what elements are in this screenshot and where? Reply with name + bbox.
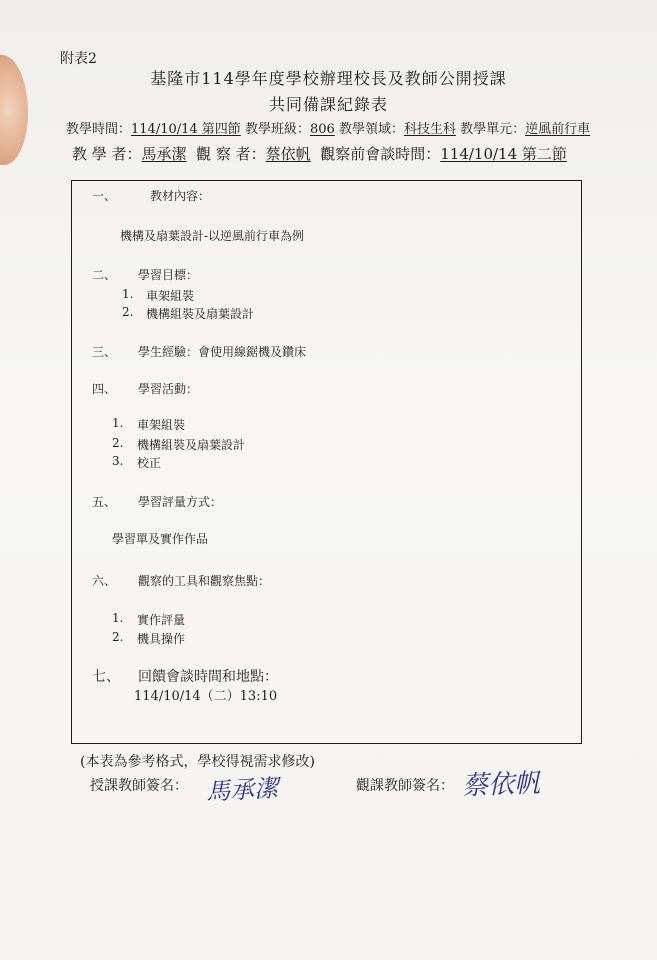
teacher-sign-label: 授課教師簽名：	[90, 778, 188, 794]
section-4-marker: 四、	[92, 382, 117, 396]
section-1-marker: 一、	[92, 189, 117, 203]
teacher-signature: 馬承潔	[205, 774, 279, 806]
item-number: 3.	[112, 454, 124, 468]
teacher-label: 教 學 者：	[72, 145, 142, 163]
section-3-marker: 三、	[92, 345, 117, 359]
section-1-content: 機構及扇葉設計-以逆風前行車為例	[120, 229, 305, 243]
teaching-time-label: 教學時間：	[66, 122, 132, 137]
section-5-title: 學習評量方式：	[138, 495, 223, 509]
people-info-row	[72, 143, 567, 164]
teacher-value: 馬承潔	[141, 145, 187, 163]
section-2-item-1: 車架組裝	[146, 289, 195, 303]
unit-value: 逆風前行車	[525, 122, 591, 137]
teaching-time-value: 114/10/14 第四節	[131, 122, 241, 137]
section-2-marker: 二、	[92, 268, 117, 282]
section-2-title: 學習目標：	[138, 268, 199, 282]
section-5-content: 學習單及實作作品	[112, 532, 209, 546]
section-2-item-2: 機構組裝及扇葉設計	[146, 307, 255, 321]
section-7-marker: 七、	[92, 669, 120, 685]
section-6-item-2: 機具操作	[137, 632, 186, 646]
annex-label: 附表2	[60, 51, 97, 67]
section-1-title: 教材內容：	[150, 189, 211, 203]
section-4-item-3: 校正	[137, 456, 162, 470]
pre-meeting-label: 觀察前會談時間：	[320, 145, 441, 163]
observer-value: 蔡依帆	[265, 145, 311, 163]
lesson-info-row	[66, 118, 590, 137]
section-6-title: 觀察的工具和觀察焦點：	[138, 574, 271, 588]
class-label: 教學班級：	[244, 122, 310, 137]
item-number: 2.	[122, 305, 134, 319]
item-number: 1.	[112, 611, 124, 625]
item-number: 1.	[122, 287, 134, 301]
observer-label: 觀 察 者：	[196, 145, 266, 163]
item-number: 1.	[112, 416, 124, 430]
item-number: 2.	[112, 630, 124, 644]
section-7-content: 114/10/14（二）13:10	[134, 689, 278, 704]
domain-value: 科技生科	[403, 122, 456, 137]
format-note: (本表為參考格式，學校得視需求修改)	[80, 754, 315, 770]
domain-label: 教學領域：	[338, 122, 404, 137]
observer-sign-label: 觀課教師簽名：	[356, 778, 454, 794]
unit-label: 教學單元：	[460, 122, 526, 137]
section-4-item-1: 車架組裝	[137, 418, 186, 432]
class-value: 806	[309, 122, 335, 137]
section-6-marker: 六、	[92, 574, 117, 588]
section-5-marker: 五、	[92, 495, 117, 509]
section-4-title: 學習活動：	[138, 382, 199, 396]
section-7-title: 回饋會談時間和地點：	[138, 669, 278, 685]
observer-signature: 蔡依帆	[461, 768, 541, 802]
section-4-item-2: 機構組裝及扇葉設計	[137, 438, 246, 452]
item-number: 2.	[112, 436, 124, 450]
section-6-item-1: 實作評量	[137, 613, 186, 627]
form-title: 基隆市114學年度學校辦理校長及教師公開授課	[150, 69, 507, 88]
section-3-title: 學生經驗：會使用線鋸機及鑽床	[138, 345, 307, 359]
pre-meeting-value: 114/10/14 第二節	[440, 145, 567, 163]
form-subtitle: 共同備課紀錄表	[268, 95, 388, 114]
